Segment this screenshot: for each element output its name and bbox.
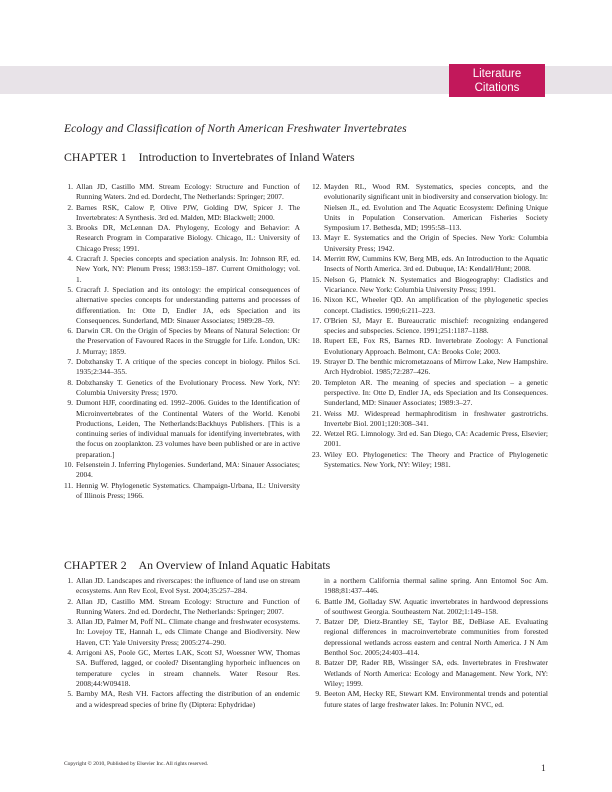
reference-item <box>64 203 300 224</box>
reference-text: Dobzhansky T. Genetics of the Evolutionary Process. New York, NY: Columbia University Press; 1970. <box>76 377 300 397</box>
reference-number: 21. <box>312 408 322 418</box>
chapter-1-refs-left <box>64 182 300 501</box>
chapter-1-title: Introduction to Invertebrates of Inland Waters <box>138 150 355 164</box>
reference-item <box>312 295 548 316</box>
reference-item <box>312 378 548 409</box>
reference-text: Weiss MJ. Widespread hermaphroditism in freshwater gastrotrichs. Invertebr Biol. 2001;120:308–341. <box>324 408 548 428</box>
chapter-2-number: CHAPTER 2 <box>64 558 127 572</box>
reference-number: 10. <box>64 460 74 470</box>
reference-text: Dumont HJF, coordinating ed. 1992–2006. Guides to the Identification of Microinvertebrates of the Continental Waters of the World. Kenobi Productions, Leiden, The Netherlands:Backhuys Publishers. [This is a continuing series of individual manuals for identifying invertebrates, with the focus on zooplankton. 23 volumes have been published or are in active preparation.] <box>76 398 300 459</box>
reference-number: 14. <box>312 254 322 264</box>
reference-item <box>312 254 548 275</box>
chapter-2-refs-left <box>64 576 300 710</box>
reference-item <box>312 658 548 689</box>
reference-text: Hennig W. Phylogenetic Systematics. Champaign-Urbana, IL: University of Illinois Press; 1966. <box>76 480 300 500</box>
chapter-2-title: An Overview of Inland Aquatic Habitats <box>138 558 331 572</box>
reference-item <box>312 336 548 357</box>
reference-number: 17. <box>312 315 322 325</box>
reference-number: 9. <box>67 398 73 408</box>
reference-text: Allan JD. Landscapes and riverscapes: the influence of land use on stream ecosystems. Ann Rev Ecol, Evol Syst. 2004;35:257–284. <box>76 576 300 596</box>
reference-text: Wiley EO. Phylogenetics: The Theory and Practice of Phylogenetic Systematics. New York, NY: Wiley; 1981. <box>324 449 548 470</box>
reference-item <box>64 481 300 502</box>
reference-text: Batzer DP, Dietz-Brantley SE, Taylor BE, DeBiase AE. Evaluating regional differences in macroinvertebrate communities from forested depressional wetlands across eastern and central North America. J N Am Benthol Soc. 2005;24:403–414. <box>324 617 548 658</box>
reference-item <box>64 285 300 326</box>
reference-item <box>312 182 548 233</box>
reference-number: 5. <box>67 284 73 294</box>
reference-text: Nixon KC, Wheeler QD. An amplification of the phylogenetic species concept. Cladistics. 1990;6:211–223. <box>324 295 548 315</box>
reference-text: Barnes RSK, Calow P, Olive PJW, Golding DW, Spicer J. The Invertebrates: A Synthesis. 3rd ed. Malden, MD: Blackwell; 2000. <box>76 202 300 222</box>
reference-text: Cracraft J. Species concepts and speciation analysis. In: Johnson RF, ed. New York, NY: Plenum Press; 1983:159–187. Current Ornithology; vol. 1. <box>76 254 300 284</box>
reference-text: Beeton AM, Hecky RE, Stewart KM. Environmental trends and potential future states of large freshwater lakes. In: Polunin NVC, ed. <box>324 689 548 709</box>
reference-text: Templeton AR. The meaning of species and speciation – a genetic perspective. In: Otte D, Endler JA, eds Speciation and Its Consequences. Sunderland, MD: Sinauer Associates; 1989:3–27. <box>324 377 548 408</box>
reference-text: Arrigoni AS, Poole GC, Mertes LAK, Scott SJ, Woessner WW, Thomas SA. Buffered, lagged, or cooled? Disentangling hyporheic influences on temperature cycles in stream channels. Water Resour Res. 2008;44:W09418. <box>76 648 300 688</box>
chapter-2-heading <box>64 558 330 573</box>
reference-item <box>64 576 300 597</box>
reference-item <box>64 398 300 460</box>
reference-number: 20. <box>312 377 322 387</box>
reference-number: 19. <box>312 357 322 367</box>
reference-number: 8. <box>67 377 73 387</box>
reference-number: 23. <box>312 449 322 459</box>
reference-text: Mayden RL, Wood RM. Systematics, species concepts, and the evolutionarily significant unit in biodiversity and conservation biology. In: Nielsen JL, ed. Evolution and The Aquatic Ecosystem: Defining Unique Units in Population Conservation. American Fisheries Society Symposium 17. Bethesda, MD; 1995:58–113. <box>324 182 548 233</box>
reference-number: 6. <box>67 326 73 336</box>
chapter-1-heading <box>64 150 355 165</box>
reference-text: Barnby MA, Resh VH. Factors affecting the distribution of an endemic and a widespread species of brine fly (Diptera: Ephydridae) <box>76 689 300 709</box>
reference-text: Felsenstein J. Inferring Phylogenies. Sunderland, MA: Sinauer Associates; 2004. <box>76 460 300 480</box>
reference-text: Darwin CR. On the Origin of Species by Means of Natural Selection: Or the Preservation of Favoured Races in the Struggle for Life. London, UK: J. Murray; 1859. <box>76 326 300 356</box>
reference-text: Batzer DP, Rader RB, Wissinger SA, eds. Invertebrates in Freshwater Wetlands of North America: Ecology and Management. New York, NY: Wiley; 1999. <box>324 658 548 688</box>
reference-number: 9. <box>315 689 321 699</box>
reference-text: Rupert EE, Fox RS, Barnes RD. Invertebrate Zoology: A Functional Evolutionary Approach. Belmont, CA: Brooks Cole; 2003. <box>324 336 548 356</box>
reference-item <box>312 689 548 710</box>
reference-item <box>64 648 300 689</box>
reference-number: 8. <box>315 658 321 668</box>
page-number: 1 <box>541 764 546 774</box>
reference-number: 22. <box>312 429 322 439</box>
reference-item <box>312 617 548 658</box>
reference-item <box>64 223 300 254</box>
copyright-footer: Copyright © 2010, Published by Elsevier Inc. All rights reserved. <box>64 761 209 767</box>
reference-item <box>312 275 548 296</box>
reference-number: 11. <box>64 480 74 490</box>
reference-item <box>64 597 300 618</box>
reference-number: 7. <box>315 617 321 627</box>
literature-citations-tab[interactable] <box>449 64 545 97</box>
reference-number: 13. <box>312 233 322 243</box>
book-title: Ecology and Classification of North American Freshwater Invertebrates <box>64 122 407 135</box>
reference-number: 16. <box>312 295 322 305</box>
chapter-1-refs-right <box>312 182 548 470</box>
reference-number: 3. <box>67 223 73 233</box>
reference-item <box>64 617 300 648</box>
reference-text: Allan JD, Castillo MM. Stream Ecology: Structure and Function of Running Waters. 2nd ed. Dordecht, The Netherlands: Springer; 2007. <box>76 182 300 202</box>
tab-line-1: Literature <box>472 68 522 80</box>
reference-item <box>64 378 300 399</box>
reference-text: Allan JD, Palmer M, Poff NL. Climate change and freshwater ecosystems. In: Lovejoy TE, Hannah L, eds Climate Change and Biodiversity. New Haven, CT: Yale University Press; 2005:274–290. <box>76 617 300 647</box>
reference-text: Mayr E. Systematics and the Origin of Species. New York: Columbia University Press; 1942. <box>324 233 548 253</box>
tab-line-2: Citations <box>474 82 520 94</box>
reference-continuation: in a northern California thermal saline spring. Ann Entomol Soc Am. 1988;81:437–446. <box>324 576 548 596</box>
reference-number: 4. <box>67 648 73 658</box>
reference-text: Strayer D. The benthic micrometazoans of Mirrow Lake, New Hampshire. Arch Hydrobiol. 1985;72:287–426. <box>324 357 548 377</box>
chapter-1-number: CHAPTER 1 <box>64 150 127 164</box>
reference-item <box>64 460 300 481</box>
reference-text: Cracraft J. Speciation and its ontology: the empirical consequences of alternative species concepts for understanding patterns and processes of differentiation. In: Otte D, Endler JA, eds Speciation and its Consequences. Sunderland, MD: Sinauer Associates; 1989:28–59. <box>76 284 300 325</box>
reference-text: Merritt RW, Cummins KW, Berg MB, eds. An Introduction to the Aquatic Insects of North America. 3rd ed. Dubuque, IA: Kendall/Hunt; 2008. <box>324 254 548 274</box>
reference-number: 2. <box>67 202 73 212</box>
chapter-2-refs-right <box>312 576 548 710</box>
reference-item <box>64 182 300 203</box>
reference-number: 2. <box>67 596 73 606</box>
reference-item <box>64 357 300 378</box>
reference-text: Brooks DR, McLennan DA. Phylogeny, Ecology and Behavior: A Research Program in Comparative Biology. Chicago, IL: University of Chicago Press; 1991. <box>76 223 300 253</box>
reference-text: Allan JD, Castillo MM. Stream Ecology: Structure and Function of Running Waters. 2nd ed. Dordecht, The Netherlands: Springer; 2007. <box>76 596 300 616</box>
reference-item <box>312 357 548 378</box>
reference-item <box>312 409 548 430</box>
reference-item <box>312 316 548 337</box>
reference-text: Dobzhansky T. A critique of the species concept in biology. Philos Sci. 1935;2:344–355. <box>76 357 300 377</box>
reference-number: 6. <box>315 596 321 606</box>
reference-text: Battle JM, Golladay SW. Aquatic invertebrates in hardwood depressions of southwest Georgia. Southeastern Nat. 2002;1:149–158. <box>324 596 548 616</box>
reference-item <box>64 689 300 710</box>
reference-number: 1. <box>67 182 73 191</box>
reference-number: 18. <box>312 336 322 346</box>
reference-item <box>312 597 548 618</box>
reference-number: 3. <box>67 617 73 627</box>
reference-number: 7. <box>67 357 73 367</box>
reference-item <box>312 429 548 450</box>
reference-item <box>64 326 300 357</box>
reference-item <box>312 450 548 471</box>
reference-item <box>312 233 548 254</box>
reference-item <box>64 254 300 285</box>
reference-number: 15. <box>312 274 322 284</box>
reference-number: 5. <box>67 689 73 699</box>
reference-text: Nelson G, Platnick N. Systematics and Biogeography: Cladistics and Vicariance. New York: Columbia University Press; 1991. <box>324 274 548 294</box>
reference-text: Wetzel RG. Limnology. 3rd ed. San Diego, CA: Academic Press, Elsevier; 2001. <box>324 429 548 449</box>
reference-text: O'Brien SJ, Mayr E. Bureaucratic mischief: recognizing endangered species and subspecies. Science. 1991;251:1187–1188. <box>324 315 548 336</box>
reference-number: 1. <box>67 576 73 585</box>
reference-number: 12. <box>312 182 322 191</box>
reference-number: 4. <box>67 254 73 264</box>
